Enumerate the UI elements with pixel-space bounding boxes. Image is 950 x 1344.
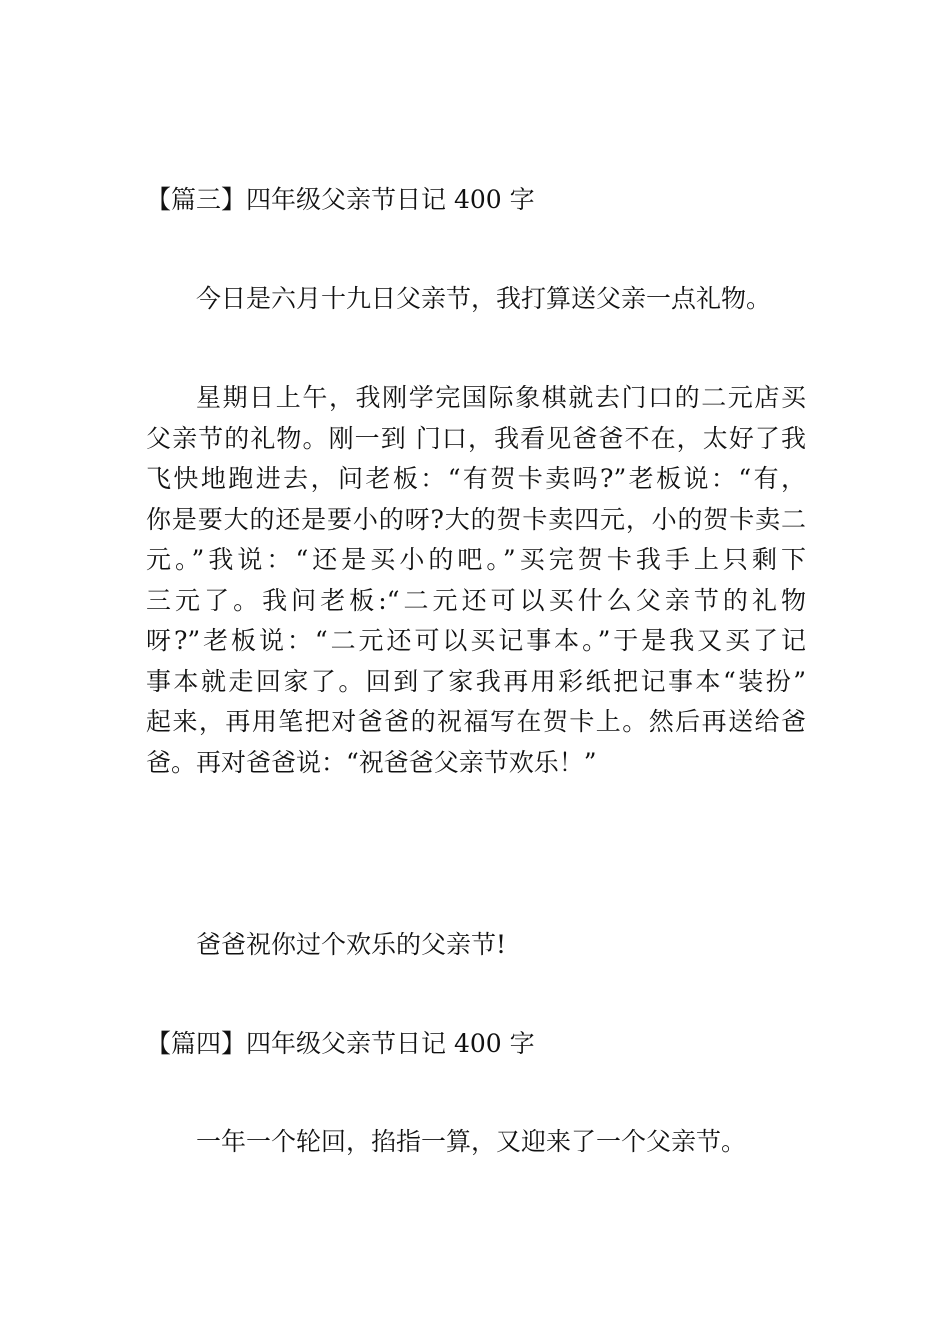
paragraph-line: 起来，再用笔把对爸爸的祝福写在贺卡上。然后再送给爸 (146, 707, 806, 736)
paragraph-line: 呀?”老板说：“二元还可以买记事本。”于是我又买了记 (146, 626, 806, 655)
paragraph-line: 元。”我说：“还是买小的吧。”买完贺卡我手上只剩下 (146, 545, 806, 574)
section-heading-3: 【篇三】四年级父亲节日记 400 字 (146, 185, 535, 214)
paragraph-intro: 今日是六月十九日父亲节，我打算送父亲一点礼物。 (196, 284, 772, 313)
paragraph-line: 三元了。我问老板:“二元还可以买什么父亲节的礼物 (146, 585, 806, 615)
paragraph-line: 飞快地跑进去，问老板：“有贺卡卖吗?”老板说：“有， (146, 464, 806, 493)
section-heading-4: 【篇四】四年级父亲节日记 400 字 (146, 1029, 535, 1058)
paragraph-wish: 爸爸祝你过个欢乐的父亲节! (196, 930, 507, 959)
paragraph-line: 你是要大的还是要小的呀?大的贺卡卖四元，小的贺卡卖二 (146, 504, 806, 534)
paragraph-line: 爸。再对爸爸说：“祝爸爸父亲节欢乐！” (146, 747, 597, 777)
paragraph-main (146, 378, 806, 783)
paragraph-line: 事本就走回家了。回到了家我再用彩纸把记事本“装扮” (146, 666, 806, 696)
paragraph-line: 星期日上午，我刚学完国际象棋就去门口的二元店买 (196, 383, 806, 412)
paragraph-four-intro: 一年一个轮回，掐指一算，又迎来了一个父亲节。 (196, 1127, 747, 1156)
paragraph-line: 父亲节的礼物。刚一到 门口，我看见爸爸不在，太好了我 (146, 423, 806, 453)
